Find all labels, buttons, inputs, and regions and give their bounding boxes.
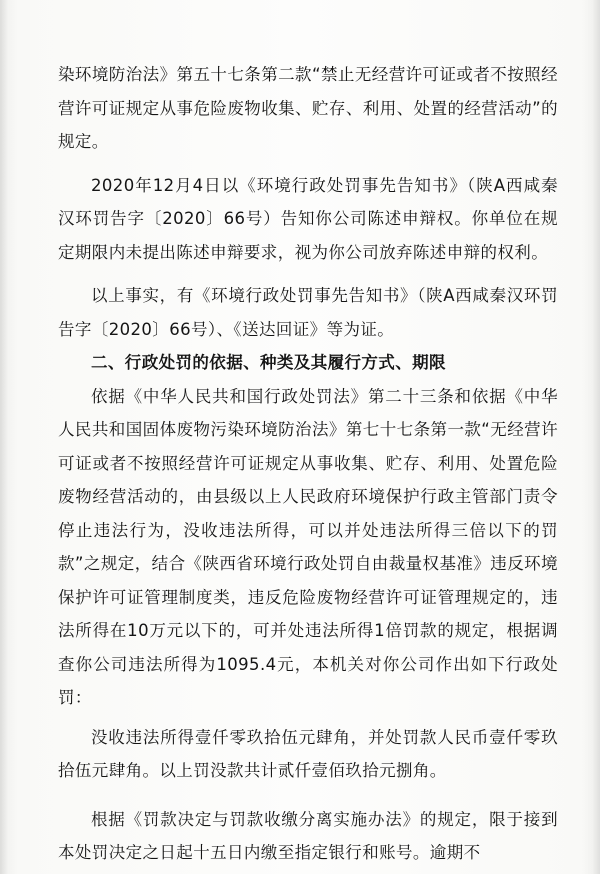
paragraph-law-citation-continued: 染环境防治法》第五十七条第二款“禁止无经营许可证或者不按照经营许可证规定从事危险废物收集、贮存、利用、处置的经营活动”的规定。 — [58, 65, 558, 151]
paragraph-payment-deadline: 根据《罚款决定与罚款收缴分离实施办法》的规定，限于接到本处罚决定之日起十五日内缴至指定银行和账号。逾期不 — [58, 809, 558, 862]
paragraph-penalty-amount: 没收违法所得壹仟零玖拾伍元肆角，并处罚款人民币壹仟零玖拾伍元肆角。以上罚没款共计贰仟壹佰玖拾元捌角。 — [58, 727, 558, 780]
section-heading-penalty-basis: 二、行政处罚的依据、种类及其履行方式、期限 — [91, 353, 446, 372]
page-left-shadow — [0, 0, 8, 874]
page-right-shadow — [592, 0, 600, 874]
document-body — [58, 58, 558, 870]
paragraph-evidence: 以上事实，有《环境行政处罚事先告知书》（陕A西咸秦汉环罚告字〔2020〕66号）、《送达回证》等为证。 — [58, 286, 558, 339]
paragraph-notice-statement: 2020年12月4日以《环境行政处罚事先告知书》（陕A西咸秦汉环罚告字〔2020〕66号）告知你公司陈述申辩权。你单位在规定期限内未提出陈述申辩要求，视为你公司放弃陈述申辩的权利。 — [58, 175, 558, 262]
paragraph-penalty-basis: 依据《中华人民共和国行政处罚法》第二十三条和依据《中华人民共和国固体废物污染环境防治法》第七十七条第一款“无经营许可证或者不按照经营许可证规定从事收集、贮存、利用、处置危险废物经营活动的，由县级以上人民政府环境保护行政主管部门责令停止违法行为，没收违法所得，可以并处违法所得三倍以下的罚款”之规定，结合《陕西省环境行政处罚自由裁量权基准》违反环境保护许可证管理制度类，违反危险废物经营许可证管理规定的，违法所得在10万元以下的，可并处违法所得1倍罚款的规定，根据调查你公司违法所得为1095.4元，本机关对你公司作出如下行政处罚： — [58, 386, 558, 707]
